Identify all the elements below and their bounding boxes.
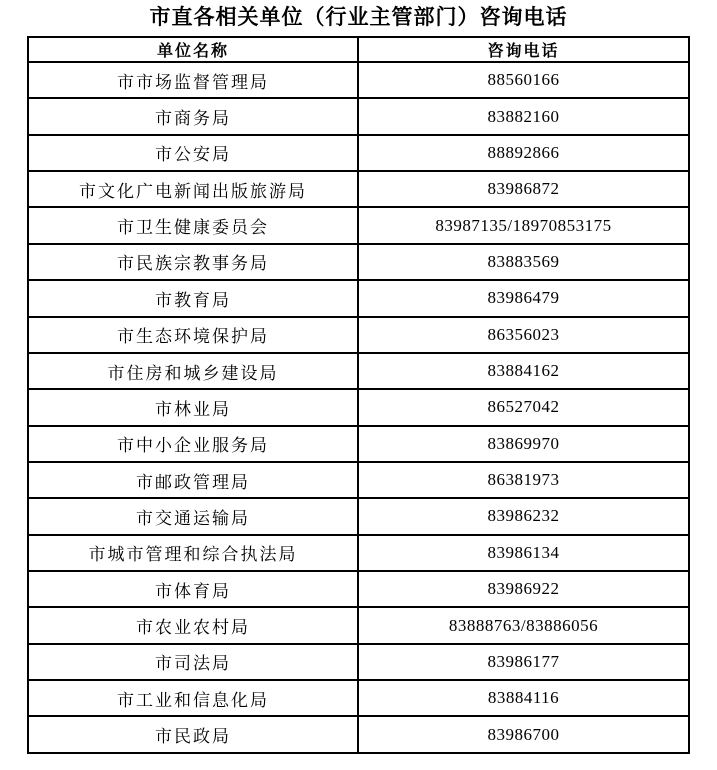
table-header-row — [28, 37, 689, 62]
table-row — [28, 98, 689, 134]
phone-cell: 83888763/83886056 — [358, 607, 689, 643]
table-row — [28, 207, 689, 243]
phone-cell: 83869970 — [358, 426, 689, 462]
unit-name-cell: 市农业农村局 — [28, 607, 358, 643]
unit-name-cell: 市公安局 — [28, 135, 358, 171]
unit-name-cell: 市邮政管理局 — [28, 462, 358, 498]
table-row — [28, 571, 689, 607]
table-row — [28, 607, 689, 643]
table-row — [28, 171, 689, 207]
phone-cell: 88560166 — [358, 62, 689, 98]
table-row — [28, 498, 689, 534]
unit-name-cell: 市工业和信息化局 — [28, 680, 358, 716]
phone-cell: 86356023 — [358, 317, 689, 353]
unit-name-header: 单位名称 — [28, 37, 358, 62]
table-row — [28, 462, 689, 498]
phone-cell: 83883569 — [358, 244, 689, 280]
table-row — [28, 62, 689, 98]
unit-name-cell: 市住房和城乡建设局 — [28, 353, 358, 389]
phone-cell: 88892866 — [358, 135, 689, 171]
phone-cell: 83986177 — [358, 644, 689, 680]
page-title: 市直各相关单位（行业主管部门）咨询电话 — [149, 6, 568, 29]
unit-name-cell: 市城市管理和综合执法局 — [28, 535, 358, 571]
table-row — [28, 680, 689, 716]
table-row — [28, 244, 689, 280]
phone-cell: 83986134 — [358, 535, 689, 571]
table-row — [28, 353, 689, 389]
unit-name-cell: 市民族宗教事务局 — [28, 244, 358, 280]
unit-name-cell: 市民政局 — [28, 716, 358, 753]
unit-name-cell: 市市场监督管理局 — [28, 62, 358, 98]
phone-cell: 86381973 — [358, 462, 689, 498]
unit-name-cell: 市文化广电新闻出版旅游局 — [28, 171, 358, 207]
contact-phone-table — [27, 36, 690, 754]
phone-cell: 83986232 — [358, 498, 689, 534]
phone-cell: 83882160 — [358, 98, 689, 134]
table-row — [28, 716, 689, 753]
table-row — [28, 389, 689, 425]
table-row — [28, 317, 689, 353]
phone-cell: 83884162 — [358, 353, 689, 389]
unit-name-cell: 市中小企业服务局 — [28, 426, 358, 462]
unit-name-cell: 市司法局 — [28, 644, 358, 680]
unit-name-cell: 市体育局 — [28, 571, 358, 607]
table-row — [28, 535, 689, 571]
unit-name-cell: 市交通运输局 — [28, 498, 358, 534]
unit-name-cell: 市卫生健康委员会 — [28, 207, 358, 243]
phone-cell: 86527042 — [358, 389, 689, 425]
table-row — [28, 644, 689, 680]
phone-cell: 83986872 — [358, 171, 689, 207]
phone-cell: 83986700 — [358, 716, 689, 753]
unit-name-cell: 市生态环境保护局 — [28, 317, 358, 353]
phone-header: 咨询电话 — [358, 37, 689, 62]
unit-name-cell: 市教育局 — [28, 280, 358, 316]
table-row — [28, 426, 689, 462]
unit-name-cell: 市林业局 — [28, 389, 358, 425]
phone-cell: 83987135/18970853175 — [358, 207, 689, 243]
phone-cell: 83884116 — [358, 680, 689, 716]
unit-name-cell: 市商务局 — [28, 98, 358, 134]
table-row — [28, 280, 689, 316]
table-row — [28, 135, 689, 171]
phone-cell: 83986922 — [358, 571, 689, 607]
phone-cell: 83986479 — [358, 280, 689, 316]
